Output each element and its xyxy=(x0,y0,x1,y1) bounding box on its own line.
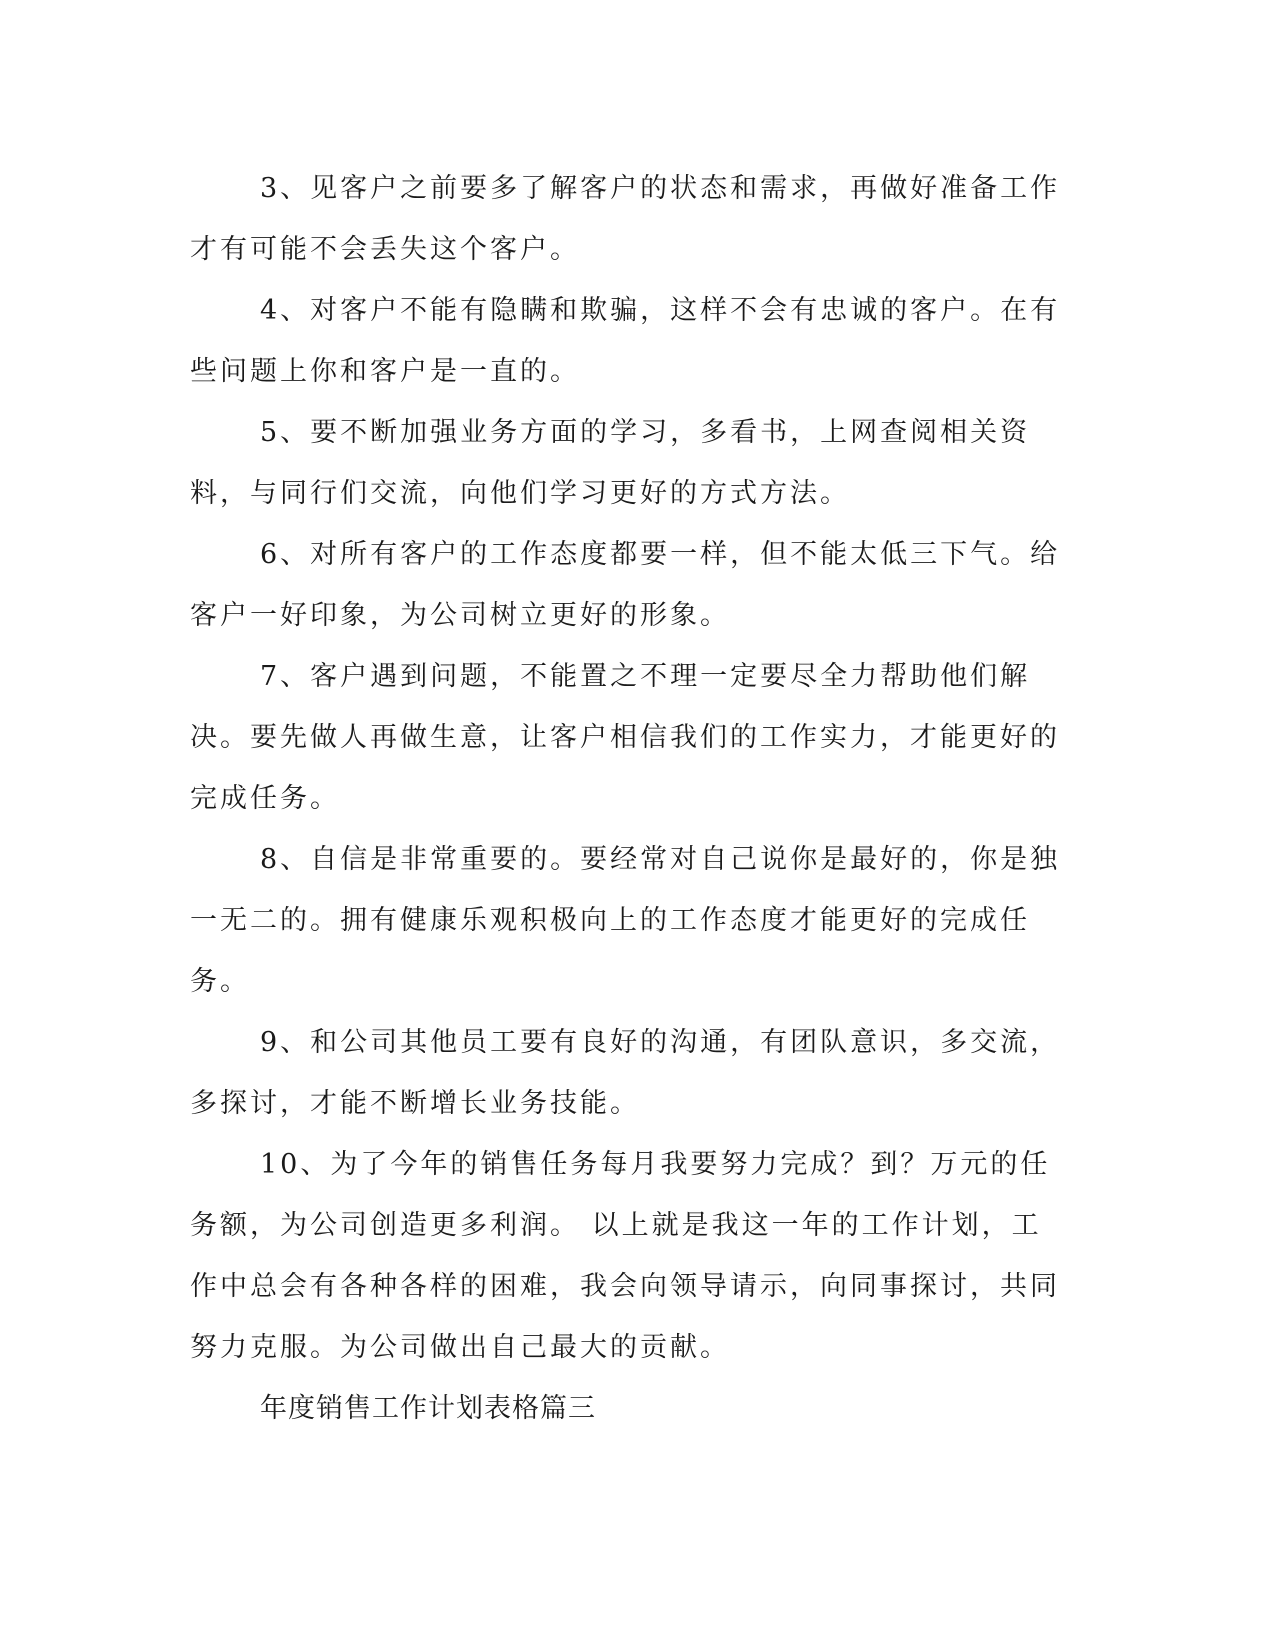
paragraph-item-5: 5、要不断加强业务方面的学习，多看书，上网查阅相关资料，与同行们交流，向他们学习更好的方式方法。 xyxy=(190,417,1031,509)
document-body xyxy=(190,158,1070,1439)
paragraph-item-10: 10、为了今年的销售任务每月我要努力完成？到？万元的任务额，为公司创造更多利润。 以上就是我这一年的工作计划，工作中总会有各种各样的困难，我会向领导请示，向同事探讨，共同努力克服。为公司做出自己最大的贡献。 xyxy=(190,1149,1060,1363)
paragraph-item-7: 7、客户遇到问题，不能置之不理一定要尽全力帮助他们解决。要先做人再做生意，让客户相信我们的工作实力，才能更好的完成任务。 xyxy=(190,661,1060,814)
paragraph-item-8: 8、自信是非常重要的。要经常对自己说你是最好的，你是独一无二的。拥有健康乐观积极向上的工作态度才能更好的完成任务。 xyxy=(190,844,1061,997)
paragraph-item-3: 3、见客户之前要多了解客户的状态和需求，再做好准备工作才有可能不会丢失这个客户。 xyxy=(190,173,1061,265)
paragraph-item-4: 4、对客户不能有隐瞒和欺骗，这样不会有忠诚的客户。在有些问题上你和客户是一直的。 xyxy=(190,295,1061,387)
paragraph-item-9: 9、和公司其他员工要有良好的沟通，有团队意识，多交流，多探讨，才能不断增长业务技能。 xyxy=(190,1027,1061,1119)
paragraph-item-6: 6、对所有客户的工作态度都要一样，但不能太低三下气。给客户一好印象，为公司树立更好的形象。 xyxy=(190,539,1061,631)
section-heading: 年度销售工作计划表格篇三 xyxy=(260,1393,596,1424)
